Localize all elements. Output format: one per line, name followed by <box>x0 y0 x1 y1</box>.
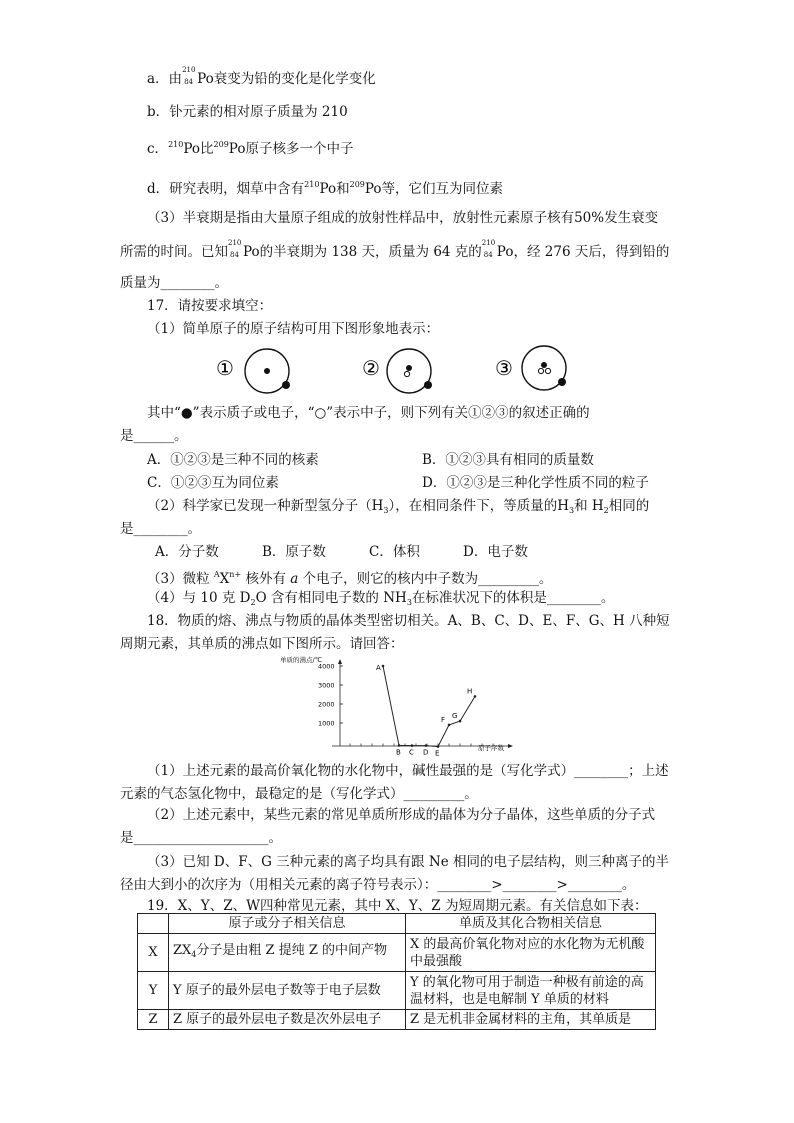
q19-intro: 19．X、Y、Z、W四种常见元素，其中 X、Y、Z 为短周期元素。有关信息如下表： <box>147 898 648 914</box>
point-label-D: D <box>423 748 429 757</box>
boiling-point-line <box>383 666 475 747</box>
table-cell: Y 原子的最外层电子数等于电子层数 <box>169 972 406 1010</box>
table-cell: $ZX_4$分子是由粗 Z 提纯 Z 的中间产物 <box>169 934 406 972</box>
row-key: Z <box>138 1010 169 1030</box>
atom-2 <box>362 349 432 393</box>
q18-part2-line1: （2）上述元素中，某些元素的常见单质所形成的晶体为分子晶体，这些单质的分子式 <box>147 807 656 823</box>
q17-option-b: B．①②③具有相同的质量数 <box>422 452 594 468</box>
x-axis-arrow <box>508 744 513 748</box>
q17-part2-line2: 是________。 <box>120 521 201 537</box>
table-header-cell: 原子或分子相关信息 <box>169 914 406 934</box>
table-cell: Z 原子的最外层电子数是次外层电子 <box>169 1010 406 1030</box>
q17-part2-option-a: A．分子数 <box>155 544 219 560</box>
point-B <box>398 744 401 747</box>
boiling-point-chart <box>270 654 520 758</box>
q17-title: 17．请按要求填空： <box>147 298 273 314</box>
y-tick-label: 3000 <box>318 681 335 690</box>
q19-info-table <box>137 913 656 1030</box>
q17-part1: （1）简单原子的原子结构可用下图形象地表示： <box>147 321 440 337</box>
q16-part3-line1: （3）半衰期是指由大量原子组成的放射性样品中，放射性元素原子核有50%发生衰变 <box>147 210 659 226</box>
q18-part3-line1: （3）已知 D、F、G 三种元素的离子均具有跟 Ne 相同的电子层结构，则三种离子的半 <box>147 854 670 870</box>
y-axis-arrow <box>338 659 342 664</box>
table-cell: Y 的氧化物可用于制造一种极有前途的高温材料，也是电解制 Y 单质的材料 <box>406 972 656 1010</box>
table-header-row <box>138 914 656 934</box>
y-tick-label: 1000 <box>318 719 335 728</box>
row-key: Y <box>138 972 169 1010</box>
table-cell: X 的最高价氧化物对应的水化物为无机酸中最强酸 <box>406 934 656 972</box>
y-axis-label: 单质的沸点/℃ <box>280 656 322 664</box>
q16-option-d: d．研究表明，烟草中含有$^{210}$Po和$^{209}$Po等，它们互为同位素 <box>147 180 504 197</box>
q18-part2-line2: 是____________________。 <box>120 830 282 846</box>
q16-option-a: a．由 210 84 Po衰变为铅的变化是化学变化 <box>147 66 376 87</box>
point-label-A: A <box>376 664 381 672</box>
point-D <box>425 744 428 747</box>
q16-part3-line3: 质量为________。 <box>120 275 228 291</box>
q16-option-b: b．钋元素的相对原子质量为 210 <box>147 104 348 120</box>
q17-desc-line2: 是______。 <box>120 428 188 444</box>
q17-part3: （3）微粒 $^AX^{n+}$ 核外有 a 个电子，则它的核内中子数为_________。 <box>147 570 553 587</box>
table-row <box>138 1010 656 1030</box>
q18-intro-line1: 18．物质的熔、沸点与物质的晶体类型密切相关。A、B、C、D、E、F、G、H 八种短 <box>147 613 670 629</box>
q18-part1-line2: 元素的气态氢化物中，最稳定的是（写化学式）_________。 <box>120 786 478 802</box>
atom-3 <box>495 346 566 390</box>
point-label-F: F <box>441 715 446 724</box>
point-G <box>459 720 462 723</box>
row-key: X <box>138 934 169 972</box>
q17-option-c: C．①②③互为同位素 <box>147 475 279 491</box>
atom-label-1: ① <box>216 356 234 380</box>
point-F <box>448 724 451 727</box>
table-header-cell: 单质及其化合物相关信息 <box>406 914 656 934</box>
po210-isotope: 210 84 <box>182 66 196 86</box>
y-tick-label: 4000 <box>318 662 335 671</box>
point-label-H: H <box>467 687 473 696</box>
q18-part3-line2: 径由大到小的次序为（用相关元素的离子符号表示）：________>________>________。 <box>120 877 636 893</box>
q18-part1-line1: （1）上述元素的最高价氧化物的水化物中，碱性最强的是（写化学式）________；上述 <box>147 763 669 779</box>
point-E <box>437 745 440 748</box>
atom-label-2: ② <box>362 356 380 380</box>
table-header-cell <box>138 914 169 934</box>
q17-part2-option-b: B．原子数 <box>262 544 326 560</box>
point-A <box>382 665 385 668</box>
point-label-C: C <box>409 748 414 757</box>
y-tick-label: 2000 <box>318 700 335 709</box>
point-label-B: B <box>396 748 401 757</box>
table-cell: Z 是无机非金属材料的主角，其单质是 <box>406 1010 656 1030</box>
q18-intro-line2: 周期元素，其单质的沸点如下图所示。请回答： <box>120 636 404 652</box>
q17-part4: （4）与 10 克 $D_2O$ 含有相同电子数的 $NH_3$在标准状况下的体积是________。 <box>147 590 615 607</box>
point-H <box>474 695 477 698</box>
point-C <box>411 744 414 747</box>
q17-part2-line1: （2）科学家已发现一种新型氢分子$(H_3)$，在相同条件下，等质量的$H_3$和 $H_2$相同的 <box>147 498 650 515</box>
q17-desc-line1: 其中“●”表示质子或电子，“○”表示中子，则下列有关①②③的叙述正确的 <box>147 405 590 421</box>
table-row <box>138 972 656 1010</box>
q16-part3-line2: 所需的时间。已知 210 84 Po的半衰期为 138 天，质量为 64 克的 210 84 Po，经 276 天后，得到铅的 <box>120 239 670 260</box>
q17-part2-option-d: D．电子数 <box>463 544 528 560</box>
q17-option-d: D．①②③是三种化学性质不同的粒子 <box>422 475 649 491</box>
point-label-G: G <box>452 712 458 721</box>
atom-label-3: ③ <box>495 356 513 380</box>
q16-option-c: c．$^{210}$Po比$^{209}$Po原子核多一个中子 <box>147 140 354 157</box>
atom-1 <box>216 349 290 393</box>
table-row <box>138 934 656 972</box>
atom-structure-figure <box>210 343 610 399</box>
q17-part2-option-c: C．体积 <box>369 544 420 560</box>
point-label-E: E <box>435 749 440 758</box>
q17-option-a: A．①②③是三种不同的核素 <box>147 452 319 468</box>
x-axis-label: 原子序数 <box>478 744 504 752</box>
